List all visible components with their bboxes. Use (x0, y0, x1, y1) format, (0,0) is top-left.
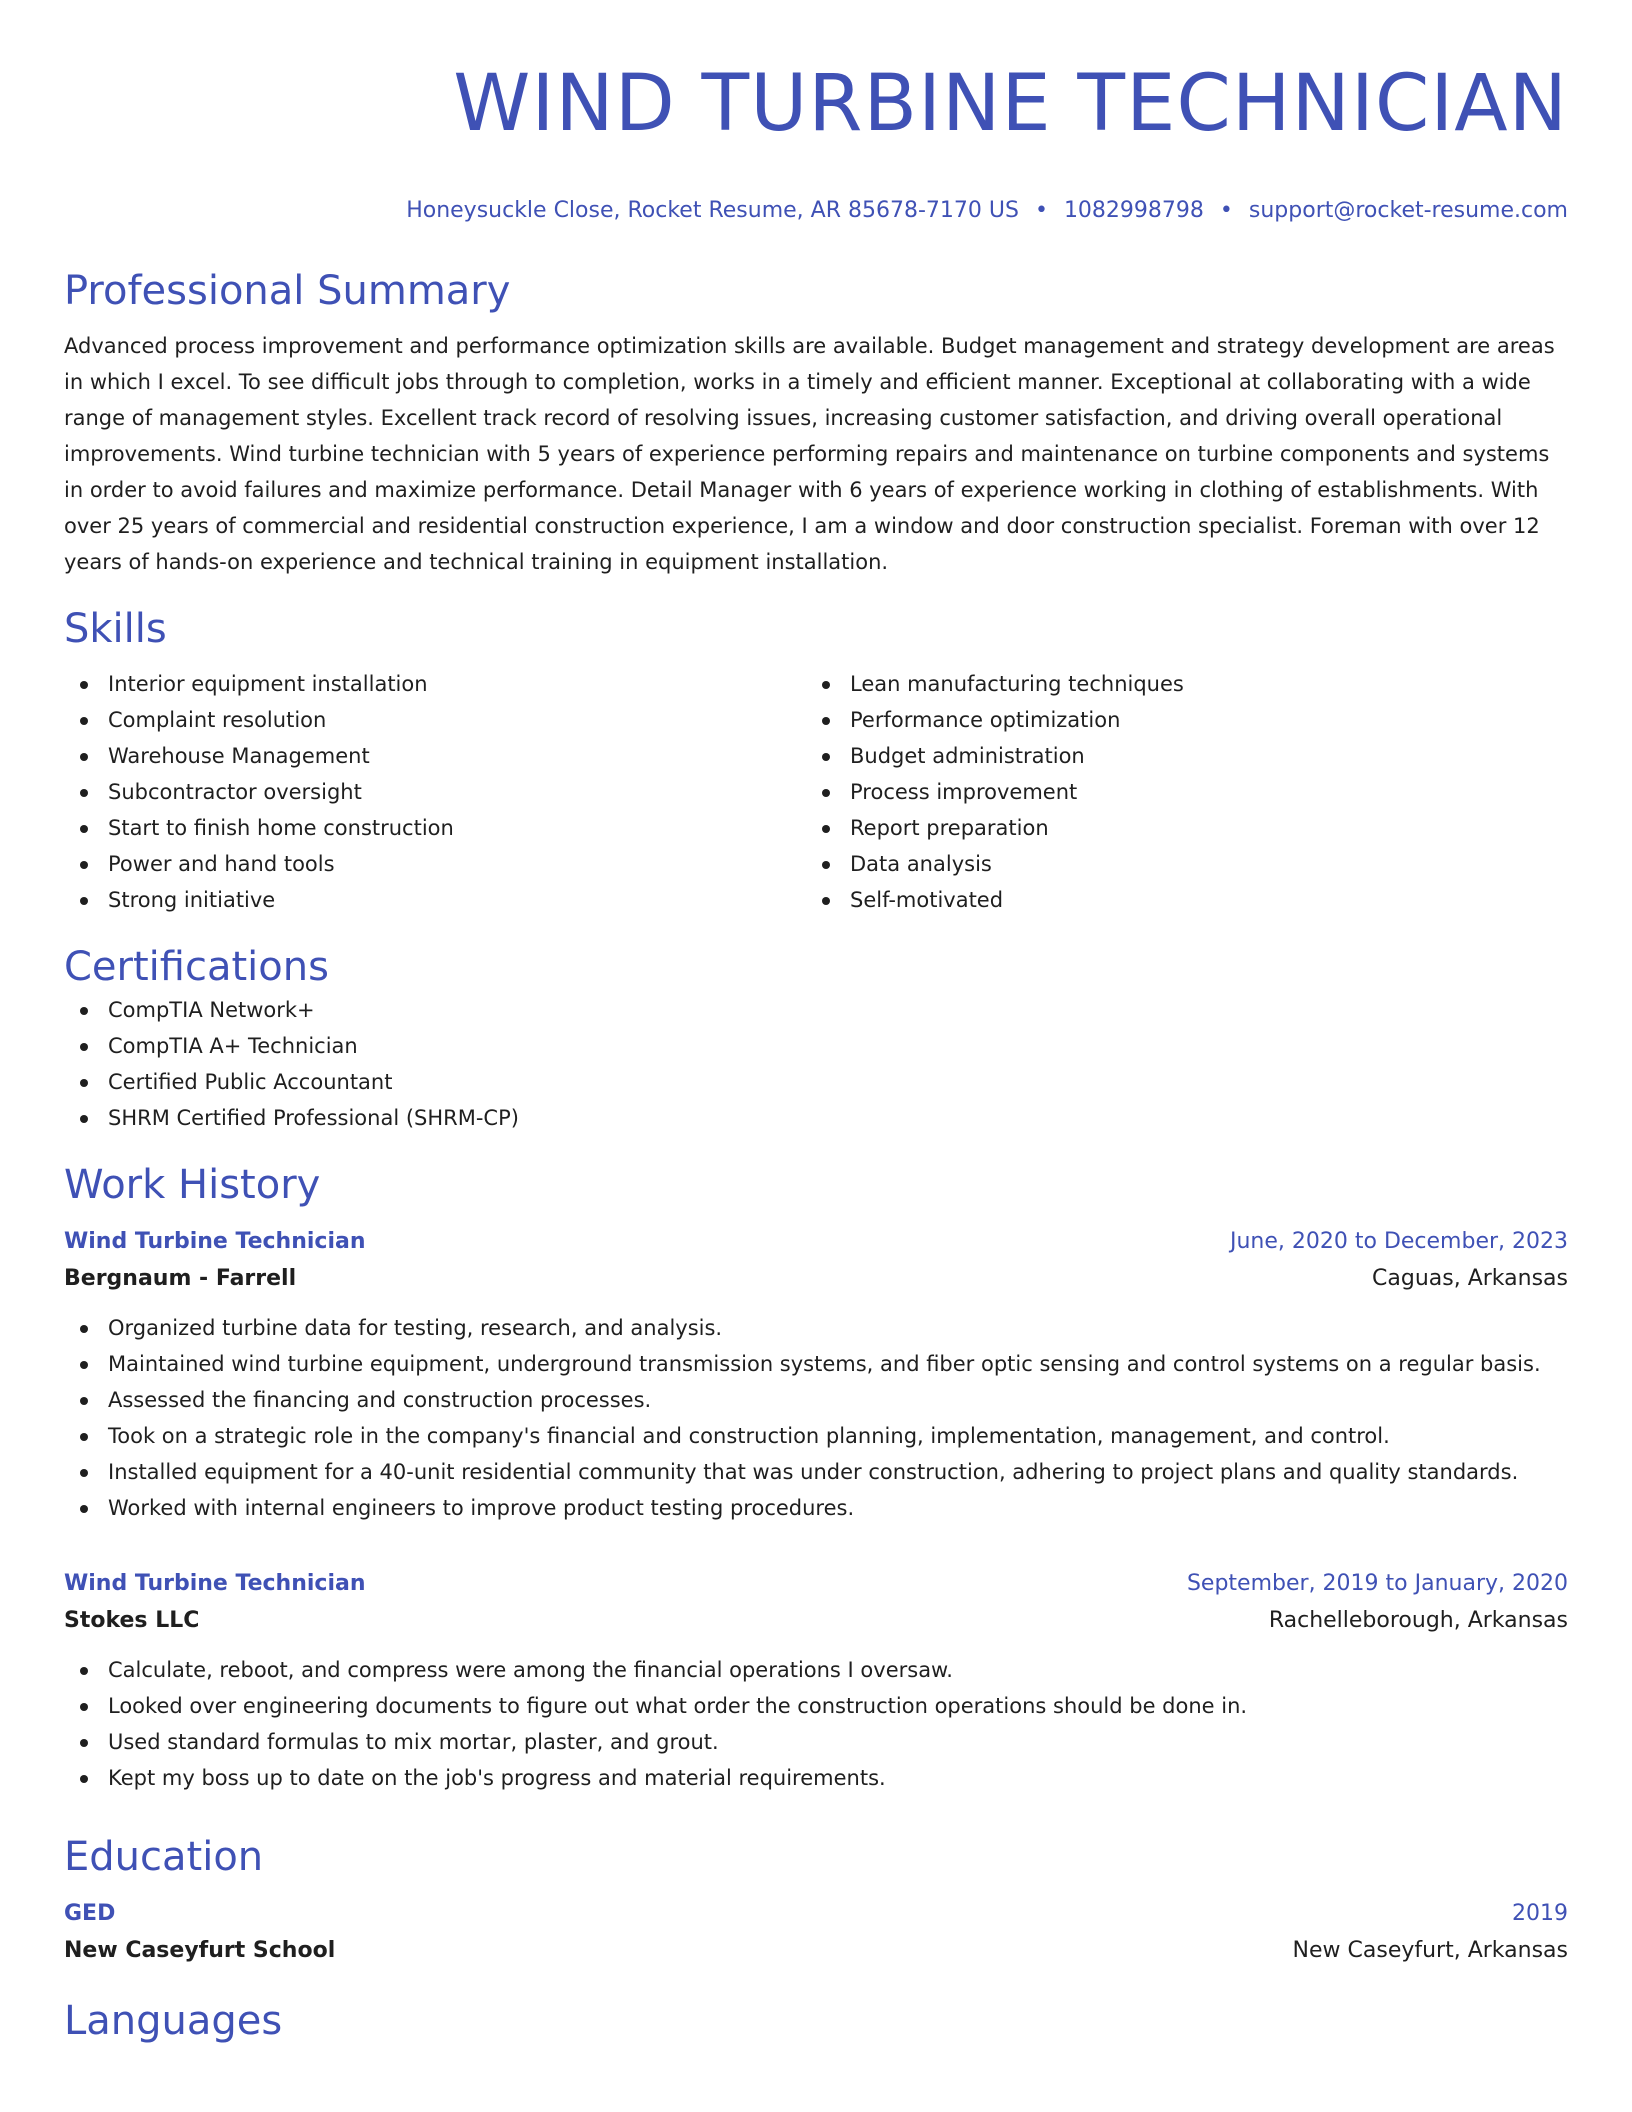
skill-item: Self-motivated (806, 882, 1548, 918)
skills-column-right (806, 666, 1548, 918)
skill-item: Interior equipment installation (64, 666, 806, 702)
job-company-row (64, 1602, 1568, 1640)
job-bullets (64, 1310, 1568, 1526)
job-entry (64, 1224, 1568, 1526)
contact-separator: • (1034, 198, 1048, 223)
job-title: Wind Turbine Technician (64, 1571, 366, 1596)
job-bullet: Installed equipment for a 40-unit residential community that was under construction, adhering to project plans and quality standards. (64, 1454, 1568, 1490)
job-bullet: Maintained wind turbine equipment, underground transmission systems, and fiber optic sensing and control systems on a regular basis. (64, 1346, 1568, 1382)
contact-email[interactable]: support@rocket-resume.com (1248, 198, 1568, 223)
education-degree: GED (64, 1901, 116, 1926)
certification-item: SHRM Certified Professional (SHRM-CP) (64, 1100, 1568, 1136)
contact-address: Honeysuckle Close, Rocket Resume, AR 85678-7170 US (406, 198, 1019, 223)
job-company: Bergnaum - Farrell (64, 1266, 297, 1291)
job-title: Wind Turbine Technician (64, 1229, 366, 1254)
work-history-heading: Work History (64, 1162, 321, 1208)
education-heading: Education (64, 1834, 264, 1880)
job-location: Rachelleborough, Arkansas (1268, 1608, 1568, 1633)
skill-item: Subcontractor oversight (64, 774, 806, 810)
certifications-list (64, 992, 1568, 1136)
skills-heading: Skills (64, 606, 167, 652)
languages-heading: Languages (64, 1998, 283, 2044)
job-dates: September, 2019 to January, 2020 (1186, 1571, 1568, 1596)
job-bullet: Organized turbine data for testing, research, and analysis. (64, 1310, 1568, 1346)
skill-item: Data analysis (806, 846, 1548, 882)
resume-page (64, 0, 1568, 2046)
job-bullets (64, 1652, 1568, 1796)
skill-item: Process improvement (806, 774, 1548, 810)
certification-item: CompTIA Network+ (64, 992, 1568, 1028)
skills-list-left (64, 666, 806, 918)
skills-grid (64, 666, 1568, 918)
skill-item: Report preparation (806, 810, 1548, 846)
job-entry (64, 1566, 1568, 1796)
summary-heading: Professional Summary (64, 268, 511, 314)
certifications-heading: Certifications (64, 944, 329, 990)
skill-item: Performance optimization (806, 702, 1548, 738)
summary-text: Advanced process improvement and performance optimization skills are available. Budget management and strategy development are areas in which I excel. To see difficult jobs through to completion, works in a timely and efficient manner. Exceptional at collaborating with a wide range of management styles. Excellent track record of resolving issues, increasing customer satisfaction, and driving overall operational improvements. Wind turbine technician with 5 years of experience performing repairs and maintenance on turbine components and systems in order to avoid failures and maximize performance. Detail Manager with 6 years of experience working in clothing of establishments. With over 25 years of commercial and residential construction experience, I am a window and door construction specialist. Foreman with over 12 years of hands-on experience and technical training in equipment installation. (64, 334, 1555, 574)
skill-item: Budget administration (806, 738, 1548, 774)
job-location: Caguas, Arkansas (1372, 1266, 1568, 1291)
education-header-row (64, 1896, 1568, 1932)
contact-line (64, 196, 1568, 226)
job-company-row (64, 1260, 1568, 1298)
certification-item: Certified Public Accountant (64, 1064, 1568, 1100)
skill-item: Lean manufacturing techniques (806, 666, 1548, 702)
job-bullet: Calculate, reboot, and compress were among the financial operations I oversaw. (64, 1652, 1568, 1688)
skills-list-right (806, 666, 1548, 918)
education-school: New Caseyfurt School (64, 1938, 336, 1963)
job-bullet: Worked with internal engineers to improve product testing procedures. (64, 1490, 1568, 1526)
education-entry (64, 1896, 1568, 1970)
job-header-row (64, 1224, 1568, 1260)
education-school-row (64, 1932, 1568, 1970)
job-bullet: Looked over engineering documents to figure out what order the construction operations should be done in. (64, 1688, 1568, 1724)
skill-item: Strong initiative (64, 882, 806, 918)
contact-phone: 1082998798 (1063, 198, 1204, 223)
skill-item: Power and hand tools (64, 846, 806, 882)
contact-separator: • (1219, 198, 1233, 223)
job-bullet: Assessed the financing and construction processes. (64, 1382, 1568, 1418)
job-dates: June, 2020 to December, 2023 (1229, 1229, 1568, 1254)
skill-item: Warehouse Management (64, 738, 806, 774)
skill-item: Start to finish home construction (64, 810, 806, 846)
job-bullet: Took on a strategic role in the company's financial and construction planning, implementation, management, and control. (64, 1418, 1568, 1454)
skills-column-left (64, 666, 806, 918)
job-header-row (64, 1566, 1568, 1602)
job-bullet: Used standard formulas to mix mortar, plaster, and grout. (64, 1724, 1568, 1760)
resume-name: WIND TURBINE TECHNICIAN (453, 59, 1568, 149)
job-bullet: Kept my boss up to date on the job's progress and material requirements. (64, 1760, 1568, 1796)
skill-item: Complaint resolution (64, 702, 806, 738)
job-company: Stokes LLC (64, 1608, 200, 1633)
education-year: 2019 (1512, 1901, 1568, 1926)
certification-item: CompTIA A+ Technician (64, 1028, 1568, 1064)
education-location: New Caseyfurt, Arkansas (1292, 1938, 1568, 1963)
